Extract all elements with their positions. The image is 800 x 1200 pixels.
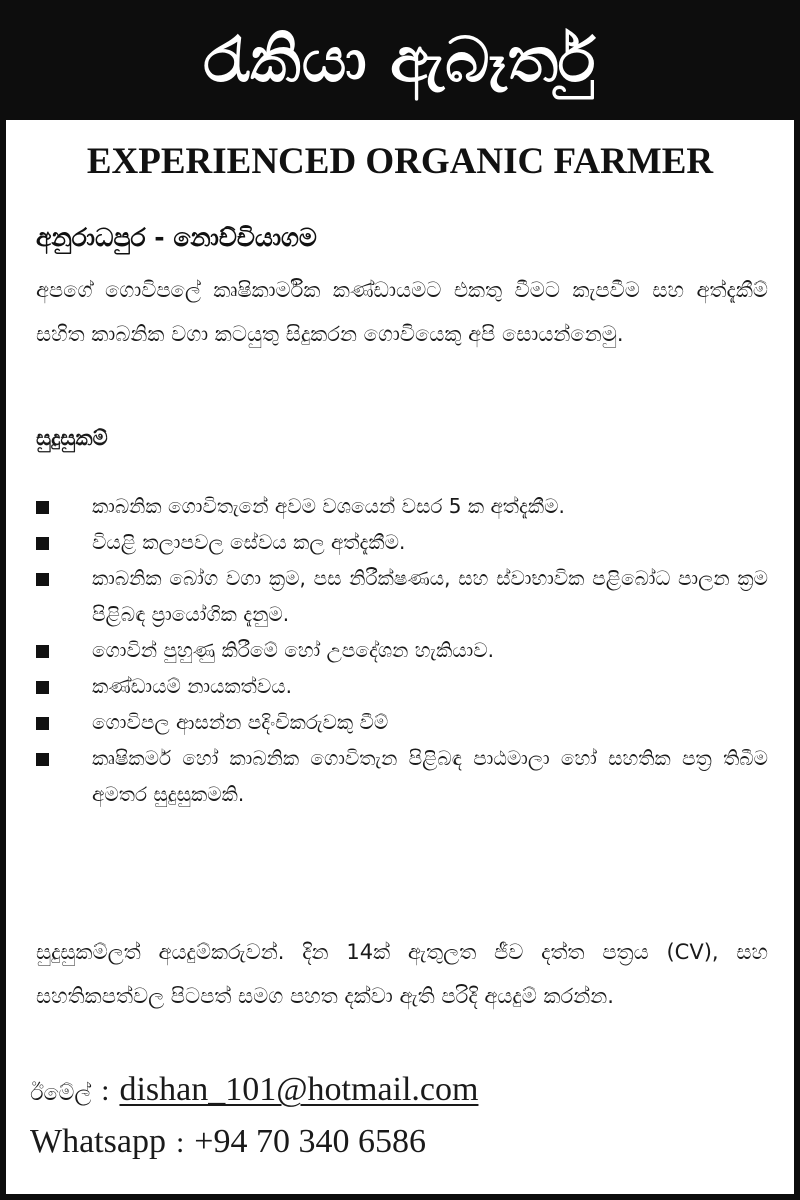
requirement-item [36,740,768,812]
square-bullet-icon [36,668,92,704]
requirements-heading: සුදුසුකම් [36,426,108,450]
square-bullet-icon [36,704,92,740]
job-title: EXPERIENCED ORGANIC FARMER [86,141,714,182]
requirement-item [36,488,768,524]
job-intro: අපගේ ගොවිපලේ කෘෂිකාර්මික කණ්ඩායමට එකතු වීමට කැපවීම සහ අත්දැකීම් සහිත කාබනික වගා කටයුතු සිදුකරන ගොවියෙකු අපි සොයන්නෙමු. [36,278,768,346]
requirement-text: ගොවිපල ආසන්න පදිංචිකරුවකු වීම් [92,710,389,734]
square-bullet-icon [36,560,92,596]
email-link[interactable]: dishan_101@hotmail.com [119,1071,479,1108]
whatsapp-separator: : [175,1126,185,1159]
requirement-text: කෘෂිකර්ම හෝ කාබනික ගොවිතැන පිළිබඳ පාඨමාලා හෝ සහතික පත්‍ර තිබීම අමතර සුදුසුකමකි. [92,746,768,806]
square-bullet-icon [36,632,92,668]
requirement-item [36,524,768,560]
job-location: අනුරාධපුර - නොච්චියාගම [36,223,317,252]
requirement-text: වියළි කලාපවල සේවය කල අත්දැකීම. [92,530,406,554]
requirement-text: කණ්ඩායම් නායකත්වය. [92,674,293,698]
header-banner [0,0,800,120]
whatsapp-contact-line [30,1120,426,1165]
square-bullet-icon [36,740,92,776]
square-bullet-icon [36,488,92,524]
requirement-text: කාබනික ගොවිතැනේ අවම වශයෙන් වසර 5 ක අත්දැකීම. [92,494,565,518]
requirement-text: කාබනික බෝග වගා ක්‍රම, පස නිරීක්ෂණය, සහ ස්වාභාවික පළිබෝධ පාලන ක්‍රම පිළිබඳ ප්‍රායෝගික දැනුම. [92,566,768,626]
header-title: රැකියා ඇබෑර්තු [203,23,597,96]
whatsapp-label: Whatsapp [30,1123,166,1160]
requirement-item [36,632,768,668]
whatsapp-number[interactable]: +94 70 340 6586 [194,1123,426,1160]
requirement-item [36,668,768,704]
application-instructions: සුදුසුකම්ලත් අයදුම්කරුවන්. දින 14ක් ඇතුලත ජීව දත්ත පත්‍රය (CV), සහ සහතිකපත්වල පිටපත් සමග පහත දක්වා ඇති පරිදි අයදුම් කරන්න. [36,940,768,1008]
requirement-item [36,560,768,632]
email-contact-line [30,1068,478,1116]
email-separator: : [101,1074,110,1107]
square-bullet-icon [36,524,92,560]
requirements-list [36,488,768,812]
email-label: ඊමේල් [30,1081,92,1106]
requirement-text: ගොවින් පුහුණු කිරීමේ හෝ උපදේශන හැකියාව. [92,638,495,662]
requirement-item [36,704,768,740]
